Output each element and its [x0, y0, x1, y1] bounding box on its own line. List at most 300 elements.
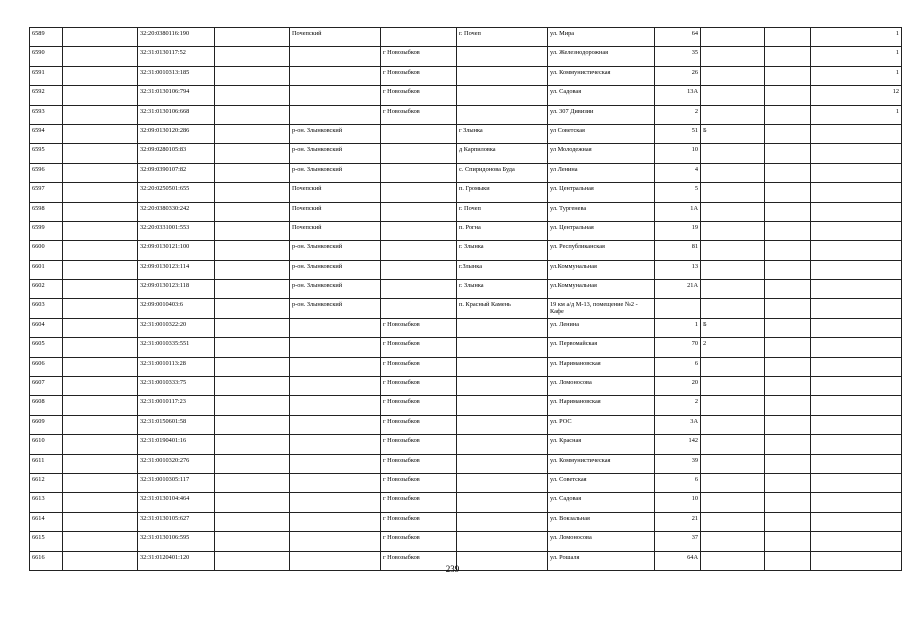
cell-text [459, 513, 545, 515]
cell-text [813, 125, 899, 127]
cell-text: 19 [691, 223, 698, 231]
cell-text [65, 144, 135, 146]
cell-house-number [655, 357, 701, 376]
cell-text [217, 222, 287, 224]
cell-house-number [655, 86, 701, 105]
cell-street-address [548, 415, 655, 434]
cell-text [703, 222, 762, 224]
cell-apartment [765, 377, 811, 396]
cell-row-number [30, 260, 63, 279]
cell-text: г Новозыбков [383, 68, 420, 76]
cell-text: 1 [895, 107, 899, 115]
cell-blank-column [63, 105, 138, 124]
cell-count [811, 454, 902, 473]
cell-district [290, 221, 381, 240]
cell-street-address [548, 493, 655, 512]
cell-text: ул. Республиканская [550, 243, 605, 251]
cell-text: 10 [691, 495, 698, 503]
cell-row-number [30, 163, 63, 182]
cell-district [290, 415, 381, 434]
cell-text [703, 261, 762, 263]
cell-house-number [655, 163, 701, 182]
table-row [30, 415, 902, 434]
cell-text: ул. Центральная [550, 223, 594, 231]
cell-text [459, 86, 545, 88]
cell-text: 1 [694, 320, 698, 328]
cell-text [767, 280, 808, 282]
cell-text [813, 144, 899, 146]
cell-text [217, 493, 287, 495]
cell-city [381, 241, 457, 260]
cell-count [811, 241, 902, 260]
cell-text [217, 203, 287, 205]
cell-building-letter [701, 454, 765, 473]
cell-count [811, 163, 902, 182]
cell-region-column [215, 512, 290, 531]
cell-region-column [215, 221, 290, 240]
cell-cadastral-number [138, 260, 215, 279]
cell-text [217, 144, 287, 146]
cell-text: г Новозыбков [383, 359, 420, 367]
cell-text: 6596 [32, 165, 45, 173]
cell-house-number [655, 202, 701, 221]
cell-text [767, 261, 808, 263]
cell-text [217, 377, 287, 379]
cell-text: 32:09:0390107:82 [140, 165, 187, 173]
cell-settlement [457, 396, 548, 415]
cell-text: 70 [691, 340, 698, 348]
cell-text: г Новозыбков [383, 320, 420, 328]
cell-text [292, 474, 378, 476]
table-row [30, 86, 902, 105]
cell-region-column [215, 124, 290, 143]
cell-text: ул. Наримановская [550, 359, 601, 367]
cell-district [290, 260, 381, 279]
cell-text [767, 416, 808, 418]
cell-text: ул.Коммунальная [550, 262, 597, 270]
cell-text [767, 164, 808, 166]
cell-building-letter [701, 338, 765, 357]
cell-text [65, 241, 135, 243]
cell-text [813, 338, 899, 340]
cell-blank-column [63, 28, 138, 47]
cell-text [383, 203, 454, 205]
cell-text [217, 299, 287, 301]
table-row [30, 396, 902, 415]
cell-row-number [30, 473, 63, 492]
cell-text: 32:31:0150601:58 [140, 417, 187, 425]
cell-district [290, 512, 381, 531]
cell-settlement [457, 183, 548, 202]
cell-text [65, 106, 135, 108]
cell-text [383, 241, 454, 243]
cell-text: 6611 [32, 456, 45, 464]
cell-text: г. Злынка [459, 243, 484, 251]
cell-text: ул. Тургенева [550, 204, 587, 212]
cell-region-column [215, 66, 290, 85]
cell-settlement [457, 86, 548, 105]
cell-text: 6606 [32, 359, 45, 367]
cell-cadastral-number [138, 163, 215, 182]
cell-text: Почепский [292, 223, 322, 231]
cell-street-address [548, 260, 655, 279]
cell-text [813, 474, 899, 476]
cell-text: 32:31:0010333:75 [140, 379, 187, 387]
cell-text [65, 125, 135, 127]
cell-blank-column [63, 493, 138, 512]
cell-row-number [30, 338, 63, 357]
cell-street-address [548, 47, 655, 66]
cell-count [811, 66, 902, 85]
cell-house-number [655, 66, 701, 85]
cell-text [292, 377, 378, 379]
cell-text: 64 [691, 30, 698, 37]
cell-text [703, 358, 762, 360]
cell-region-column [215, 473, 290, 492]
cell-blank-column [63, 221, 138, 240]
cell-settlement [457, 435, 548, 454]
cell-text: г Новозыбков [383, 88, 420, 96]
cell-text [217, 513, 287, 515]
cell-text: 6603 [32, 301, 45, 309]
cell-district [290, 396, 381, 415]
cell-text: ул. Ленина [550, 320, 580, 328]
cell-text [703, 280, 762, 282]
cell-text [292, 416, 378, 418]
cell-text: 32:31:0010313:185 [140, 68, 190, 76]
cell-text [65, 183, 135, 185]
cell-row-number [30, 221, 63, 240]
cell-text [767, 144, 808, 146]
cell-text [813, 183, 899, 185]
cell-apartment [765, 144, 811, 163]
cell-apartment [765, 260, 811, 279]
cell-blank-column [63, 163, 138, 182]
cell-city [381, 144, 457, 163]
registry-table-body [30, 28, 902, 571]
cell-row-number [30, 493, 63, 512]
cell-text [813, 435, 899, 437]
cell-building-letter [701, 415, 765, 434]
cell-house-number [655, 435, 701, 454]
cell-text: ул Ленина [550, 165, 578, 173]
table-row [30, 435, 902, 454]
cell-street-address [548, 124, 655, 143]
cell-text [703, 416, 762, 418]
cell-cadastral-number [138, 28, 215, 47]
cell-text: 21 [691, 514, 698, 522]
cell-street-address [548, 66, 655, 85]
cell-blank-column [63, 86, 138, 105]
cell-text [383, 144, 454, 146]
cell-settlement [457, 202, 548, 221]
cell-text [65, 203, 135, 205]
cell-text: 64А [687, 553, 698, 561]
cell-region-column [215, 28, 290, 47]
cell-city [381, 66, 457, 85]
cell-text [813, 261, 899, 263]
cell-text [383, 164, 454, 166]
cell-text: ул Молодежная [550, 146, 592, 154]
cell-text: г Новозыбков [383, 514, 420, 522]
cell-settlement [457, 357, 548, 376]
cell-text [703, 67, 762, 69]
cell-text: г. Почеп [459, 204, 481, 212]
cell-house-number [655, 124, 701, 143]
cell-text [813, 455, 899, 457]
table-row [30, 28, 902, 47]
cell-blank-column [63, 144, 138, 163]
cell-count [811, 202, 902, 221]
cell-city [381, 221, 457, 240]
cell-district [290, 377, 381, 396]
cell-apartment [765, 105, 811, 124]
cell-house-number [655, 396, 701, 415]
cell-building-letter [701, 28, 765, 47]
cell-count [811, 260, 902, 279]
cell-text: 6604 [32, 320, 45, 328]
cell-text [459, 47, 545, 49]
cell-cadastral-number [138, 280, 215, 299]
cell-text: Почепский [292, 185, 322, 193]
cell-city [381, 299, 457, 318]
cell-text: 32:09:0130123:118 [140, 282, 190, 290]
cell-row-number [30, 435, 63, 454]
cell-house-number [655, 47, 701, 66]
cell-city [381, 183, 457, 202]
cell-region-column [215, 318, 290, 337]
cell-text: 32:31:0130106:668 [140, 107, 190, 115]
cell-text: 2 [703, 340, 707, 348]
cell-building-letter [701, 280, 765, 299]
table-row [30, 124, 902, 143]
cell-city [381, 105, 457, 124]
cell-district [290, 202, 381, 221]
table-row [30, 202, 902, 221]
cell-text: 32:20:0331001:553 [140, 223, 190, 231]
cell-text: р-он. Злынковский [292, 126, 343, 134]
cell-text: с. Спиридонова Буда [459, 165, 515, 173]
cell-text: Б [703, 126, 707, 134]
cell-cadastral-number [138, 105, 215, 124]
cell-region-column [215, 144, 290, 163]
cell-text [703, 28, 762, 30]
cell-apartment [765, 86, 811, 105]
cell-text [217, 532, 287, 534]
cell-text [813, 241, 899, 243]
cell-city [381, 124, 457, 143]
cell-text [767, 47, 808, 49]
cell-text: 32:31:0010335:551 [140, 340, 190, 348]
cell-row-number [30, 532, 63, 551]
cell-text: ул. Коммунистическая [550, 456, 611, 464]
cell-building-letter [701, 66, 765, 85]
cell-region-column [215, 260, 290, 279]
cell-text: 32:31:0120401:120 [140, 553, 190, 561]
cell-blank-column [63, 202, 138, 221]
cell-district [290, 28, 381, 47]
cell-text [459, 532, 545, 534]
cell-count [811, 47, 902, 66]
cell-text: 51 [691, 126, 698, 134]
cell-district [290, 280, 381, 299]
cell-city [381, 318, 457, 337]
cell-text: 32:09:0280105:83 [140, 146, 187, 154]
cell-house-number [655, 512, 701, 531]
cell-text [459, 455, 545, 457]
cell-region-column [215, 241, 290, 260]
cell-text [65, 261, 135, 263]
cell-region-column [215, 280, 290, 299]
cell-count [811, 221, 902, 240]
cell-text: г Новозыбков [383, 398, 420, 406]
cell-text: 6597 [32, 185, 45, 193]
cell-region-column [215, 396, 290, 415]
cell-blank-column [63, 260, 138, 279]
cell-text: д Карпиловка [459, 146, 496, 154]
cell-text: 6592 [32, 88, 45, 96]
cell-district [290, 435, 381, 454]
cell-count [811, 473, 902, 492]
cell-text [767, 299, 808, 301]
cell-region-column [215, 105, 290, 124]
cell-text: 6602 [32, 282, 45, 290]
cell-text: 5 [694, 185, 698, 193]
cell-district [290, 144, 381, 163]
cell-text: г Новозыбков [383, 495, 420, 503]
cell-text [217, 125, 287, 127]
cell-text: г Новозыбков [383, 553, 420, 561]
cell-text [767, 493, 808, 495]
cell-text [292, 338, 378, 340]
cell-house-number [655, 415, 701, 434]
cell-text: 6594 [32, 126, 45, 134]
cell-text [217, 474, 287, 476]
cell-text: 4 [694, 165, 698, 173]
cell-street-address [548, 435, 655, 454]
cell-text: 6593 [32, 107, 45, 115]
page-number: 239 [445, 564, 460, 574]
cell-text [383, 280, 454, 282]
cell-text [217, 416, 287, 418]
cell-count [811, 415, 902, 434]
cell-settlement [457, 163, 548, 182]
cell-text [65, 47, 135, 49]
registry-table [29, 27, 902, 571]
cell-text: 32:31:0130106:595 [140, 534, 190, 542]
cell-text [292, 435, 378, 437]
table-row [30, 512, 902, 531]
cell-text [65, 28, 135, 30]
cell-city [381, 86, 457, 105]
cell-text [217, 396, 287, 398]
cell-text: р-он. Злынковский [292, 165, 343, 173]
cell-street-address [548, 280, 655, 299]
cell-apartment [765, 299, 811, 318]
cell-text: р-он. Злынковский [292, 243, 343, 251]
cell-text [65, 319, 135, 321]
cell-building-letter [701, 47, 765, 66]
cell-text [813, 416, 899, 418]
cell-street-address [548, 221, 655, 240]
cell-text: 6601 [32, 262, 45, 270]
cell-text [703, 299, 762, 301]
cell-text: 6595 [32, 146, 45, 154]
cell-text: г. Почеп [459, 30, 481, 37]
cell-count [811, 318, 902, 337]
cell-text: 12 [892, 88, 899, 96]
cell-count [811, 105, 902, 124]
cell-street-address [548, 105, 655, 124]
cell-region-column [215, 357, 290, 376]
cell-text [703, 144, 762, 146]
cell-text: 6613 [32, 495, 45, 503]
cell-count [811, 532, 902, 551]
cell-text: г Новозыбков [383, 340, 420, 348]
cell-text [813, 222, 899, 224]
cell-text [767, 319, 808, 321]
cell-building-letter [701, 183, 765, 202]
cell-count [811, 396, 902, 415]
cell-text [217, 241, 287, 243]
cell-blank-column [63, 454, 138, 473]
cell-text: ул. Мира [550, 30, 575, 37]
cell-text [217, 106, 287, 108]
cell-text: Почепский [292, 30, 322, 37]
cell-text [703, 513, 762, 515]
cell-text [459, 67, 545, 69]
cell-city [381, 415, 457, 434]
cell-text: ул. Наримановская [550, 398, 601, 406]
cell-city [381, 454, 457, 473]
cell-text [767, 513, 808, 515]
cell-text [65, 455, 135, 457]
cell-region-column [215, 415, 290, 434]
cell-text [383, 183, 454, 185]
cell-building-letter [701, 86, 765, 105]
cell-text [459, 319, 545, 321]
cell-count [811, 493, 902, 512]
cell-row-number [30, 28, 63, 47]
cell-district [290, 86, 381, 105]
cell-text: Почепский [292, 204, 322, 212]
cell-text [703, 532, 762, 534]
cell-text: 32:31:0130104:464 [140, 495, 190, 503]
cell-text [813, 532, 899, 534]
cell-text [459, 416, 545, 418]
cell-text [703, 86, 762, 88]
cell-building-letter [701, 493, 765, 512]
cell-text [459, 377, 545, 379]
cell-district [290, 124, 381, 143]
cell-text: 6608 [32, 398, 45, 406]
cell-text: ул Советская [550, 126, 585, 134]
cell-text: 1 [895, 68, 899, 76]
cell-row-number [30, 377, 63, 396]
cell-cadastral-number [138, 124, 215, 143]
cell-region-column [215, 377, 290, 396]
cell-text: г Новозыбков [383, 107, 420, 115]
cell-text [657, 299, 698, 301]
cell-cadastral-number [138, 299, 215, 318]
cell-text [292, 67, 378, 69]
cell-text: 32:20:0380330:242 [140, 204, 190, 212]
cell-text: ул. Рошаля [550, 553, 580, 561]
cell-district [290, 338, 381, 357]
cell-text: ул. Садовая [550, 88, 582, 96]
cell-text [703, 552, 762, 554]
cell-text: р-он. Злынковский [292, 146, 343, 154]
